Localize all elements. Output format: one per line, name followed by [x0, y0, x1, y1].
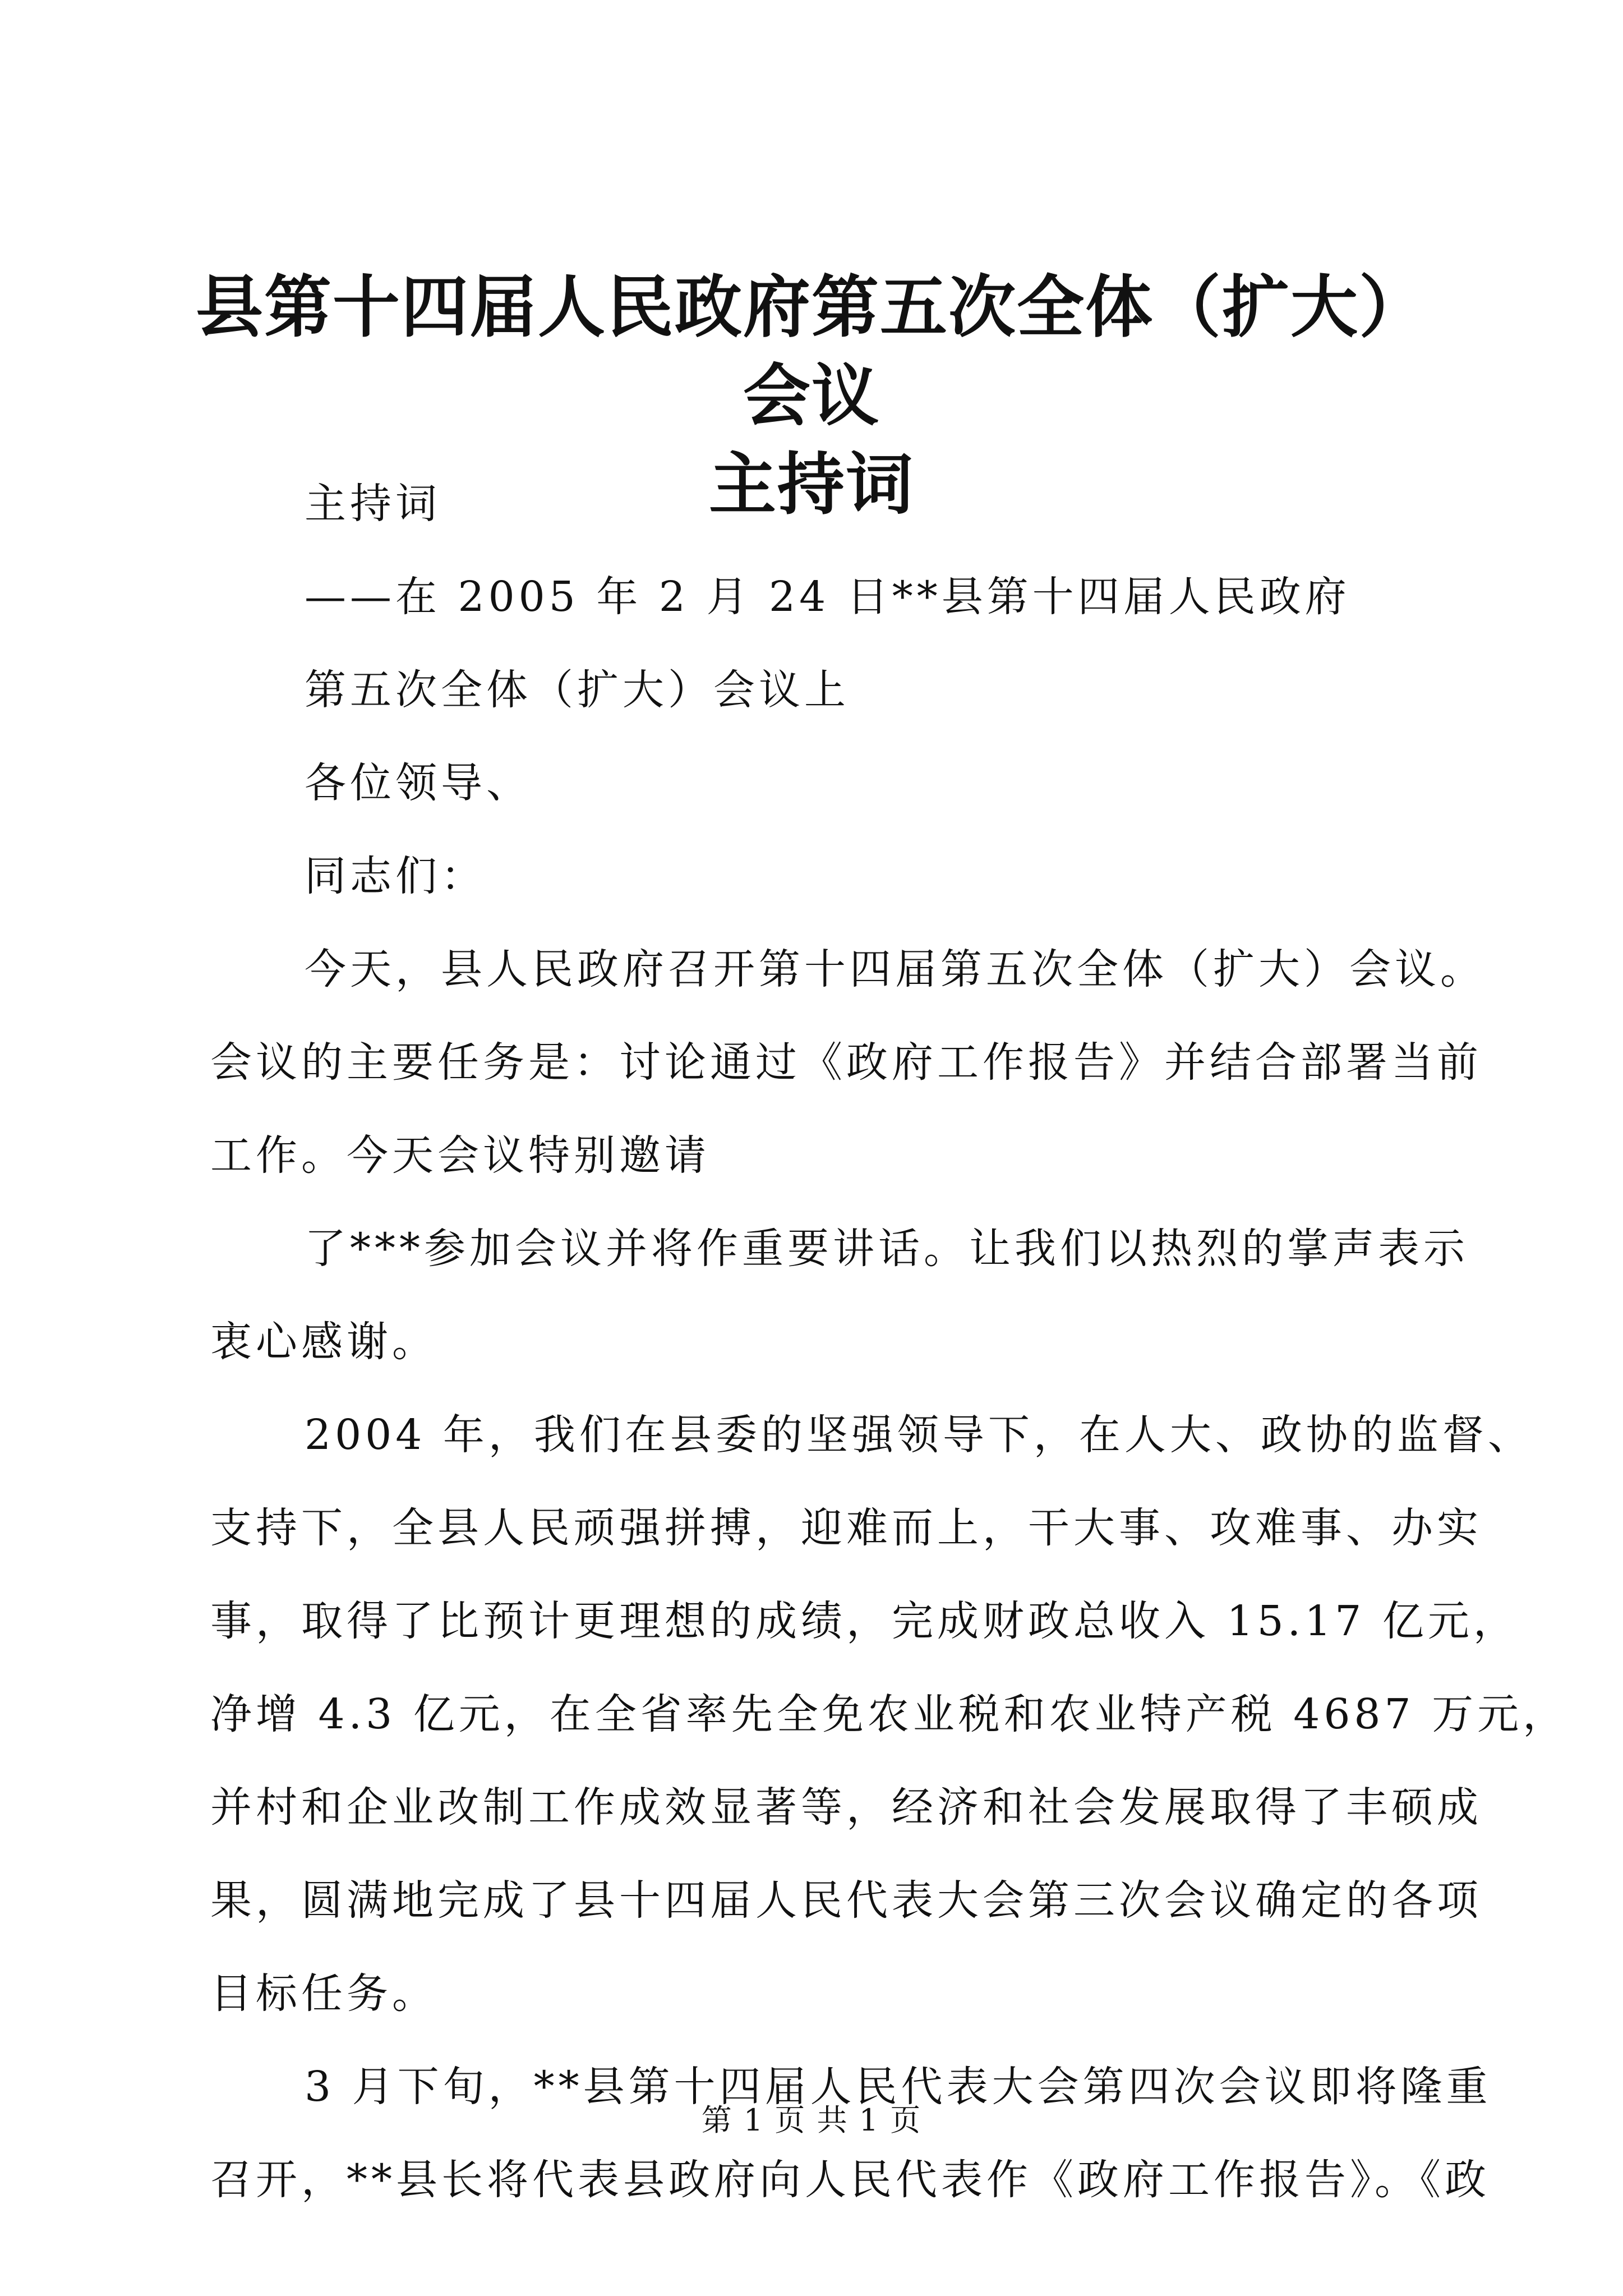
text-line: 3 月下旬，**县第十四届人民代表大会第四次会议即将隆重 — [305, 2063, 1492, 2111]
text-line: 召开，**县长将代表县政府向人民代表作《政府工作报告》。《政 — [210, 2156, 1490, 2204]
text-line: 主持词 — [305, 480, 441, 528]
text-line: ——在 2005 年 2 月 24 日**县第十四届人民政府 — [305, 573, 1350, 621]
text-line: 净增 4.3 亿元，在全省率先全免农业税和农业特产税 4687 万元， — [210, 1690, 1569, 1738]
text-line: 了***参加会议并将作重要讲话。让我们以热烈的掌声表示 — [305, 1225, 1469, 1273]
text-line: 会议的主要任务是：讨论通过《政府工作报告》并结合部署当前 — [210, 1038, 1482, 1087]
text-line: 第五次全体（扩大）会议上 — [305, 666, 850, 714]
text-line: 衷心感谢。 — [210, 1318, 437, 1366]
document-body — [210, 457, 1569, 2226]
page-footer: 第 1 页 共 1 页 — [701, 2102, 922, 2138]
text-line: 事，取得了比预计更理想的成绩，完成财政总收入 15.17 亿元， — [210, 1597, 1519, 1645]
text-line: 果，圆满地完成了县十四届人民代表大会第三次会议确定的各项 — [210, 1876, 1482, 1925]
text-line: 同志们： — [305, 852, 486, 900]
text-line: 目标任务。 — [210, 1970, 437, 2018]
text-line: 各位领导、 — [305, 759, 532, 807]
text-line: 并村和企业改制工作成效显著等，经济和社会发展取得了丰硕成 — [210, 1783, 1482, 1832]
text-line: 支持下，全县人民顽强拼搏，迎难而上，干大事、攻难事、办实 — [210, 1504, 1482, 1552]
text-line: 工作。今天会议特别邀请 — [210, 1131, 710, 1180]
text-line: 今天，县人民政府召开第十四届第五次全体（扩大）会议。 — [305, 945, 1486, 993]
title-line-2: 主持词 — [709, 446, 914, 524]
title-line-1: 县第十四届人民政府第五次全体（扩大）会议 — [196, 269, 1427, 435]
text-line: 2004 年，我们在县委的坚强领导下，在人大、政协的监督、 — [305, 1411, 1533, 1459]
